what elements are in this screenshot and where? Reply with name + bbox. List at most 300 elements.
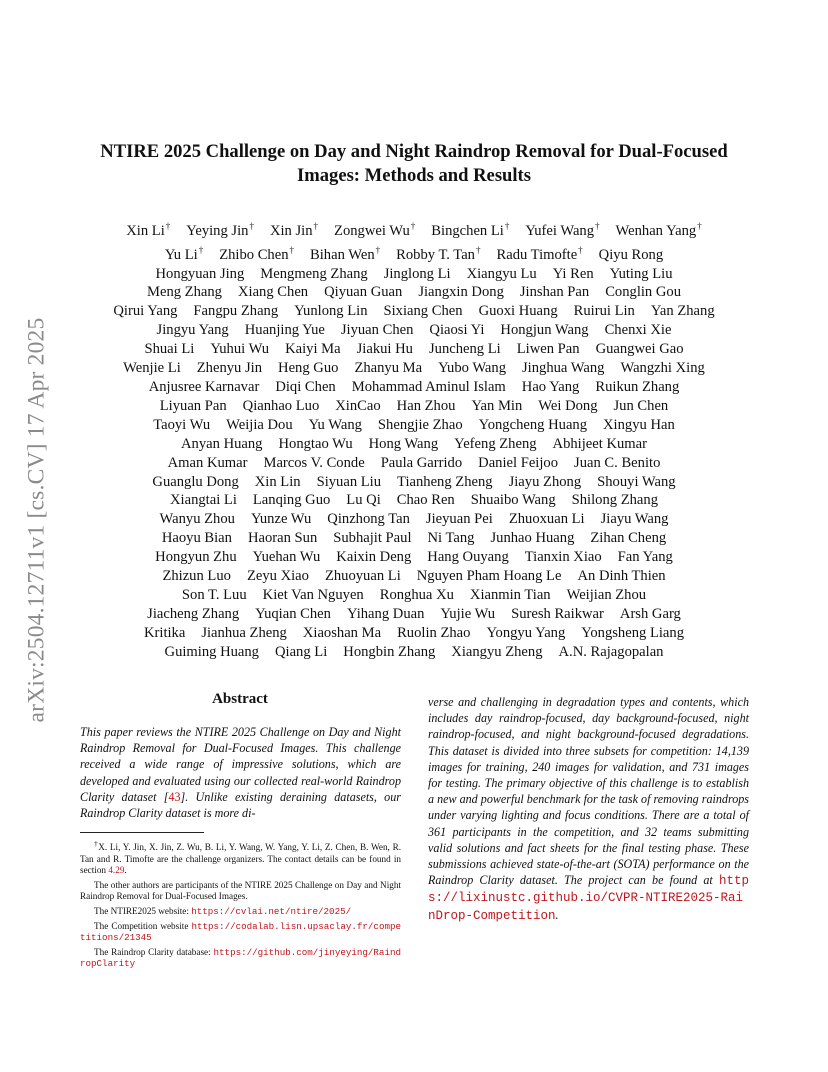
author-name [574,303,635,319]
author-name [595,379,679,395]
author-name [522,360,604,376]
author-name [440,606,495,622]
author-name-text: Jiacheng Zhang [147,605,240,622]
author-name-text: Shouyi Wang [597,473,676,490]
author-name-text: Hang Ouyang [427,549,509,566]
author-name-text: Xiaoshan Ma [302,624,382,641]
author-name [310,244,381,263]
author-name-text: Ruirui Lin [573,303,635,320]
author-name [396,244,481,263]
author-name [113,303,177,319]
author-line [74,340,754,359]
author-name [193,303,278,319]
author-name [574,455,660,471]
ntire-website-link[interactable]: https://cvlai.net/ntire/2025/ [191,906,352,918]
author-name [156,266,245,282]
author-name [596,341,684,357]
dagger-mark: † [165,221,171,231]
author-name-text: Shuai Li [144,341,195,358]
author-name [352,379,506,395]
author-name [270,223,318,239]
author-name-text: Arsh Garg [619,605,681,622]
author-name [278,360,338,376]
dagger-mark: † [249,221,254,231]
abstract-text: ]. Unlike existing deraining datasets, our Raindrop Clarity dataset is more di- [80,789,401,821]
author-name [525,549,602,565]
author-name-text: Jun Chen [613,397,669,414]
author-name [164,244,204,263]
author-name-text: Lanqing Guo [252,492,331,509]
author-name-text: Yihang Duan [346,605,425,622]
author-name [278,436,352,452]
author-name [294,303,367,319]
abstract-text: This paper reviews the NTIRE 2025 Challenge on Day and Night Raindrop Removal for Dual-Focused Images. This challenge received a wide range of impressive solutions, which are developed and evaluated using our collected real-world Raindrop Clarity dataset [ [80,725,401,804]
author-name [147,606,239,622]
abstract-text: verse and challenging in degradation types and contents, which includes day raindrop-focused, day background-focused, night raindrop-focused, and night background-focused degradations. This dataset is divided into three subsets for competition: 14,139 images for training, 240 images for validation, and 731 images for testing. The primary objective of this challenge is to establish a new and powerful benchmark for the task of removing raindrops under varying lighting and focus conditions. There are a total of 361 participants in the competition, and 32 teams submitting valid solutions and fact sheets for the final testing phase. These submissions achieved state-of-the-art (SOTA) performance on the Raindrop Clarity dataset. The project can be found at [428,695,749,888]
author-name [479,303,558,319]
author-line [74,435,754,454]
author-name-text: Hongyuan Jing [155,265,245,282]
author-name [181,436,262,452]
author-name [380,587,454,603]
author-line [74,529,754,548]
author-name [325,568,401,584]
author-name-text: Jinglong Li [383,265,451,282]
author-name-text: Zhenyu Jin [196,360,263,377]
author-name-text: Bingchen Li [431,222,504,239]
author-line [74,624,754,643]
author-name-text: Qiyu Rong [598,246,664,263]
author-name-text: Daniel Feijoo [478,454,559,471]
author-name-text: Zongwei Wu [334,222,410,239]
author-name-text: Hongjun Wang [500,322,589,339]
author-name-text: An Dinh Thien [577,568,666,585]
author-name-text: Yuqian Chen [255,605,331,622]
author-line [74,567,754,586]
section-link[interactable]: 4.29 [108,865,125,876]
author-name-text: Suresh Raikwar [511,605,604,622]
author-name [255,606,331,622]
author-name [479,417,587,433]
author-name [303,625,381,641]
author-name-text: Diqi Chen [275,378,336,395]
author-name-text: Jiangxin Dong [418,284,504,301]
author-name [263,587,364,603]
footnote-text: . [124,865,127,876]
author-name-text: Aman Kumar [167,454,248,471]
dagger-mark: † [94,839,99,848]
author-line [74,510,754,529]
dagger-mark: † [410,221,416,231]
author-name-text: Yuting Liu [609,265,673,282]
author-name [605,284,681,300]
author-name-text: Sixiang Chen [383,303,463,320]
author-name [597,474,675,490]
author-name [397,492,455,508]
author-line [74,605,754,624]
author-name [182,587,247,603]
author-line [74,643,754,662]
author-line [74,217,754,241]
author-name-text: Radu Timofte [496,246,578,263]
author-name [486,625,565,641]
author-name-text: Chao Ren [396,492,455,509]
author-name [496,244,583,263]
author-name [438,360,506,376]
author-name-text: Kritika [143,624,186,641]
author-name-text: Zihan Cheng [590,530,667,547]
author-list [74,217,754,662]
author-name-text: Hao Yang [521,378,580,395]
author-name [590,530,666,546]
author-name-text: Qianhao Luo [242,397,320,414]
footnote-database [80,947,401,970]
author-name-text: Anjusree Karnavar [148,378,260,395]
author-name-text: Kaiyi Ma [285,341,341,358]
author-name-text: Conglin Gou [605,284,682,301]
author-line [74,359,754,378]
author-name-text: Xin Lin [254,473,301,490]
competition-website-link[interactable]: https://codalab.lisn.upsaclay.fr/competitions/21345 [80,920,401,944]
author-name-text: Bihan Wen [310,246,375,263]
author-name [245,322,325,338]
author-name-text: Taoyi Wu [153,416,211,433]
author-name [334,223,415,239]
dagger-mark: † [475,244,481,255]
author-name-text: Zhuoxuan Li [508,511,585,528]
author-name-text: Yufei Wang [525,222,595,239]
author-name [253,492,330,508]
author-name [354,360,422,376]
author-name-text: Chenxi Xie [604,322,672,339]
author-name [500,322,588,338]
author-name [559,644,664,660]
author-name-text: Paula Garrido [380,454,463,471]
author-name-text: Wenhan Yang [615,222,697,239]
author-name [610,266,673,282]
author-line [74,548,754,567]
author-line [74,416,754,435]
author-name [255,474,301,490]
author-name [243,398,320,414]
author-name-text: Yi Ren [552,265,594,282]
author-name-text: Hong Wang [368,435,439,452]
author-name [651,303,715,319]
author-name [603,417,675,433]
author-name-text: Xiangyu Zheng [451,643,543,660]
footnote-text: The NTIRE2025 website: [94,906,192,917]
author-name [417,568,562,584]
author-name-text: Yongyu Yang [486,624,566,641]
author-name [369,436,439,452]
author-name [152,474,238,490]
author-name [238,284,308,300]
author-name-text: Zeyu Xiao [246,568,309,585]
author-name [454,436,536,452]
author-name-text: Yan Zhang [650,303,715,320]
author-line [74,473,754,492]
author-name [567,587,646,603]
author-name-text: Junhao Huang [490,530,575,547]
author-name [620,360,704,376]
author-name [384,266,451,282]
author-name [144,625,185,641]
author-name-text: Nguyen Pham Hoang Le [416,568,562,585]
author-name-text: Shilong Zhang [571,492,658,509]
author-name [431,223,509,239]
author-name [197,360,262,376]
author-name-text: Ruikun Zhang [595,378,680,395]
author-name-text: Xin Jin [269,222,313,239]
author-name [572,492,658,508]
author-name-text: Jieyuan Pei [425,511,493,528]
dagger-mark: † [198,244,204,255]
author-name [429,341,501,357]
footnote-rule [80,832,204,833]
author-name [471,492,556,508]
author-name-text: Yubo Wang [438,360,506,377]
author-name [149,379,260,395]
citation-link[interactable]: 43 [168,789,181,804]
author-name-text: Fan Yang [617,549,673,566]
author-name-text: Jingyu Yang [156,322,229,339]
author-name [428,530,475,546]
author-name [336,549,411,565]
author-name [553,436,647,452]
author-name [247,568,309,584]
dagger-mark: † [595,221,600,231]
dagger-mark: † [289,244,295,255]
author-name [210,341,269,357]
arxiv-id: arXiv:2504.12711v1 [cs.CV] 17 Apr 2025 [23,317,50,723]
author-name-text: Robby T. Tan [396,246,475,263]
author-name-text: XinCao [335,397,381,414]
author-name [397,398,456,414]
author-name-text: Shuaibo Wang [470,492,556,509]
author-name [509,511,585,527]
author-name [614,398,669,414]
author-name-text: Qiyuan Guan [324,284,403,301]
author-name [219,244,295,263]
dagger-mark: † [375,244,381,255]
footnotes [80,838,401,973]
author-name [144,341,194,357]
author-name-text: Tianxin Xiao [524,549,602,566]
author-name-text: Guanglu Dong [152,473,239,490]
author-name [248,530,317,546]
footnote-text: X. Li, Y. Jin, X. Jin, Z. Wu, B. Li, Y. Wang, W. Yang, Y. Li, Z. Chen, B. Wen, R. Tan and R. Timofte are the challenge organizers. The contact details can be found in section [80,842,401,876]
author-name [553,266,594,282]
author-name [347,606,424,622]
author-name [520,284,589,300]
author-name [123,360,181,376]
author-name-text: Qiaosi Yi [429,322,485,339]
author-name-text: Hongyun Zhu [155,549,237,566]
author-name-text: Marcos V. Conde [263,454,365,471]
author-name [357,341,413,357]
author-name-text: Yuhui Wu [210,341,270,358]
author-name-text: Guangwei Gao [595,341,684,358]
abstract-left-column [80,724,401,821]
author-name [285,341,341,357]
paper-title: NTIRE 2025 Challenge on Day and Night Raindrop Removal for Dual-Focused Images: Methods and Results [100,141,728,186]
author-name [327,511,410,527]
dagger-mark: † [504,221,510,231]
author-name-text: Ni Tang [427,530,475,547]
author-name-text: Zhuoyuan Li [324,568,401,585]
author-line [74,586,754,605]
footnote-ntire-website [80,906,401,918]
author-name [470,587,551,603]
author-name-text: Jianhua Zheng [201,624,287,641]
author-line [74,302,754,321]
author-name [522,379,580,395]
dagger-mark: † [313,221,319,231]
author-name-text: Xianmin Tian [469,586,551,603]
author-name [333,530,411,546]
author-name [335,398,380,414]
author-name-text: Heng Guo [278,360,339,377]
author-name [427,549,508,565]
dagger-mark: † [697,221,702,231]
abstract-heading: Abstract [212,691,268,707]
author-name [616,223,702,239]
author-name-text: A.N. Rajagopalan [558,643,664,660]
author-name-text: Jiayu Zhong [508,473,582,490]
author-name-text: Qiang Li [274,643,328,660]
author-name-text: Kiet Van Nguyen [262,586,364,603]
author-name [378,417,463,433]
author-name-text: Hongbin Zhang [343,643,436,660]
author-line [74,454,754,473]
author-name [384,303,463,319]
project-link[interactable]: https://lixinustc.github.io/CVPR-NTIRE2025-RainDrop-Competition [428,874,749,923]
author-name-text: Abhijeet Kumar [552,435,647,452]
author-name [186,223,254,239]
author-name-text: Ronghua Xu [379,586,454,603]
author-name-text: Wangzhi Xing [620,360,705,377]
author-name [201,625,287,641]
author-name-text: Jiyuan Chen [340,322,414,339]
author-name [418,284,504,300]
author-name-text: Meng Zhang [146,284,222,301]
author-name-text: Yunlong Lin [294,303,368,320]
author-name-text: Zhizun Luo [162,568,231,585]
author-name-text: Yunze Wu [250,511,312,528]
author-name [170,492,237,508]
author-name [511,606,604,622]
author-name-text: Weijia Dou [226,416,293,433]
author-name [309,417,362,433]
author-line [74,265,754,284]
author-name [451,644,542,660]
author-name [162,530,232,546]
author-name [324,284,402,300]
author-name-text: Xingyu Han [603,416,675,433]
author-line [74,491,754,510]
author-name [275,644,327,660]
author-name [397,474,493,490]
author-name-text: Yongsheng Liang [581,624,684,641]
author-name [147,284,222,300]
author-name-text: Xiang Chen [237,284,309,301]
author-name-text: Subhajit Paul [333,530,412,547]
author-name [168,455,248,471]
author-name-text: Liwen Pan [516,341,580,358]
author-line [74,378,754,397]
author-line [74,397,754,416]
author-name [605,322,672,338]
author-name [509,474,582,490]
author-line [74,321,754,340]
author-name-text: Ruolin Zhao [397,624,471,641]
author-name-text: Guiming Huang [164,643,259,660]
footnote-organizers [80,838,401,877]
author-name [618,549,673,565]
author-name-text: Zhanyu Ma [354,360,423,377]
author-name-text: Qirui Yang [113,303,178,320]
author-name-text: Jiayu Wang [600,511,669,528]
author-name-text: Wei Dong [538,397,598,414]
author-name-text: Anyan Huang [181,435,263,452]
abstract-text: . [555,907,559,922]
author-name [525,223,599,239]
author-name [251,511,311,527]
author-name [317,474,381,490]
author-name [478,455,558,471]
author-name-text: Xiangtai Li [170,492,237,509]
author-name-text: Yuehan Wu [252,549,321,566]
author-name [381,455,462,471]
author-name-text: Han Zhou [396,397,456,414]
author-name [346,492,380,508]
database-link[interactable]: https://github.com/jinyeying/RaindropClarity [80,946,401,970]
author-name [157,322,229,338]
author-name [160,511,235,527]
author-name [253,549,321,565]
author-name-text: Juan C. Benito [574,454,661,471]
author-name-text: Wanyu Zhou [159,511,235,528]
footnote-text: The Raindrop Clarity database: [94,946,214,957]
author-name [599,247,663,263]
author-name [397,625,470,641]
author-name [153,417,210,433]
author-name [581,625,684,641]
author-name-text: Siyuan Liu [316,473,382,490]
author-name [263,455,364,471]
author-name [160,398,227,414]
author-line [74,283,754,302]
author-name [126,223,170,239]
author-name-text: Mengmeng Zhang [260,265,368,282]
author-name-text: Haoyu Bian [161,530,232,547]
author-name-text: Hongtao Wu [278,435,353,452]
author-name-text: Jinshan Pan [519,284,590,301]
author-name-text: Yu Li [164,246,198,263]
author-name [517,341,580,357]
author-name [162,568,231,584]
author-name-text: Mohammad Aminul Islam [351,378,506,395]
author-name-text: Yujie Wu [440,605,496,622]
author-name-text: Xiangyu Lu [466,265,537,282]
author-name-text: Zhibo Chen [219,246,289,263]
author-name [471,398,522,414]
author-name [429,322,484,338]
dagger-mark: † [578,244,583,255]
author-line [74,241,754,265]
author-name-text: Kaixin Deng [336,549,412,566]
author-name-text: Tianheng Zheng [397,473,493,490]
